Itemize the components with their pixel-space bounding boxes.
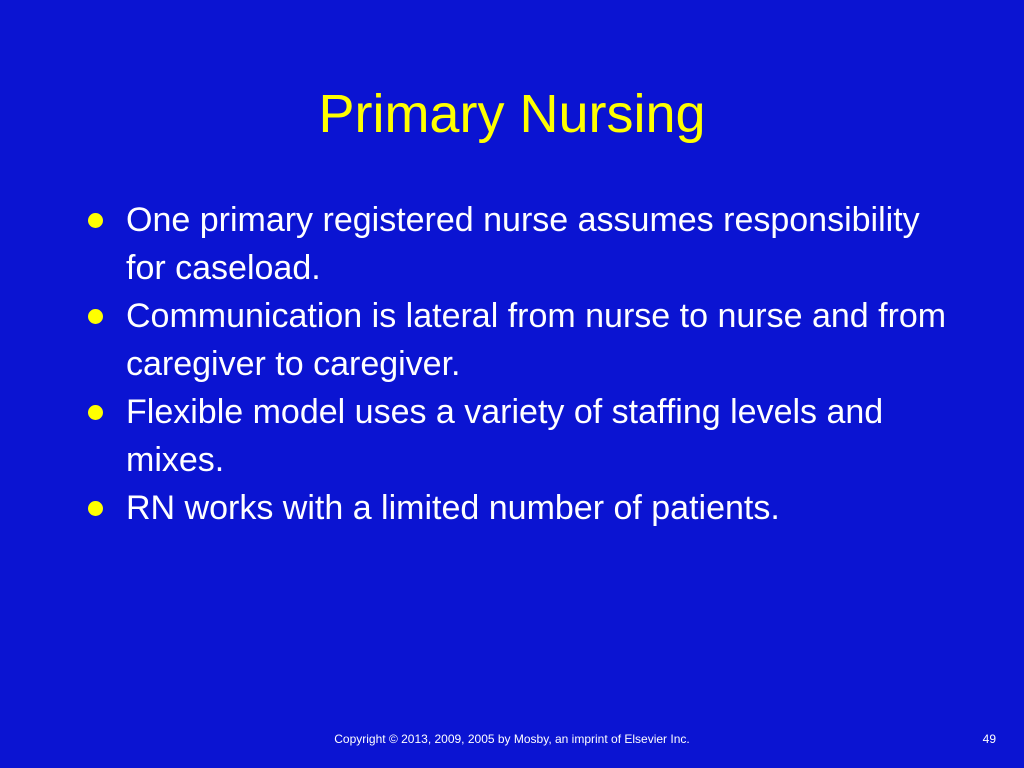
bullet-dot-icon	[88, 501, 103, 516]
bullet-item	[88, 196, 968, 292]
bullet-dot-icon	[88, 309, 103, 324]
bullet-list	[88, 196, 968, 532]
bullet-text: Flexible model uses a variety of staffing levels and mixes.	[126, 393, 884, 479]
page-number: 49	[982, 732, 996, 746]
slide-title: Primary Nursing	[318, 84, 706, 144]
copyright-footer: Copyright © 2013, 2009, 2005 by Mosby, an imprint of Elsevier Inc.	[334, 732, 690, 746]
bullet-item	[88, 484, 968, 532]
bullet-text: RN works with a limited number of patients.	[126, 489, 780, 527]
bullet-item	[88, 292, 968, 388]
bullet-text: Communication is lateral from nurse to nurse and from caregiver to caregiver.	[126, 297, 947, 383]
bullet-text: One primary registered nurse assumes responsibility for caseload.	[126, 201, 920, 287]
bullet-item	[88, 388, 968, 484]
bullet-dot-icon	[88, 405, 103, 420]
bullet-dot-icon	[88, 213, 103, 228]
